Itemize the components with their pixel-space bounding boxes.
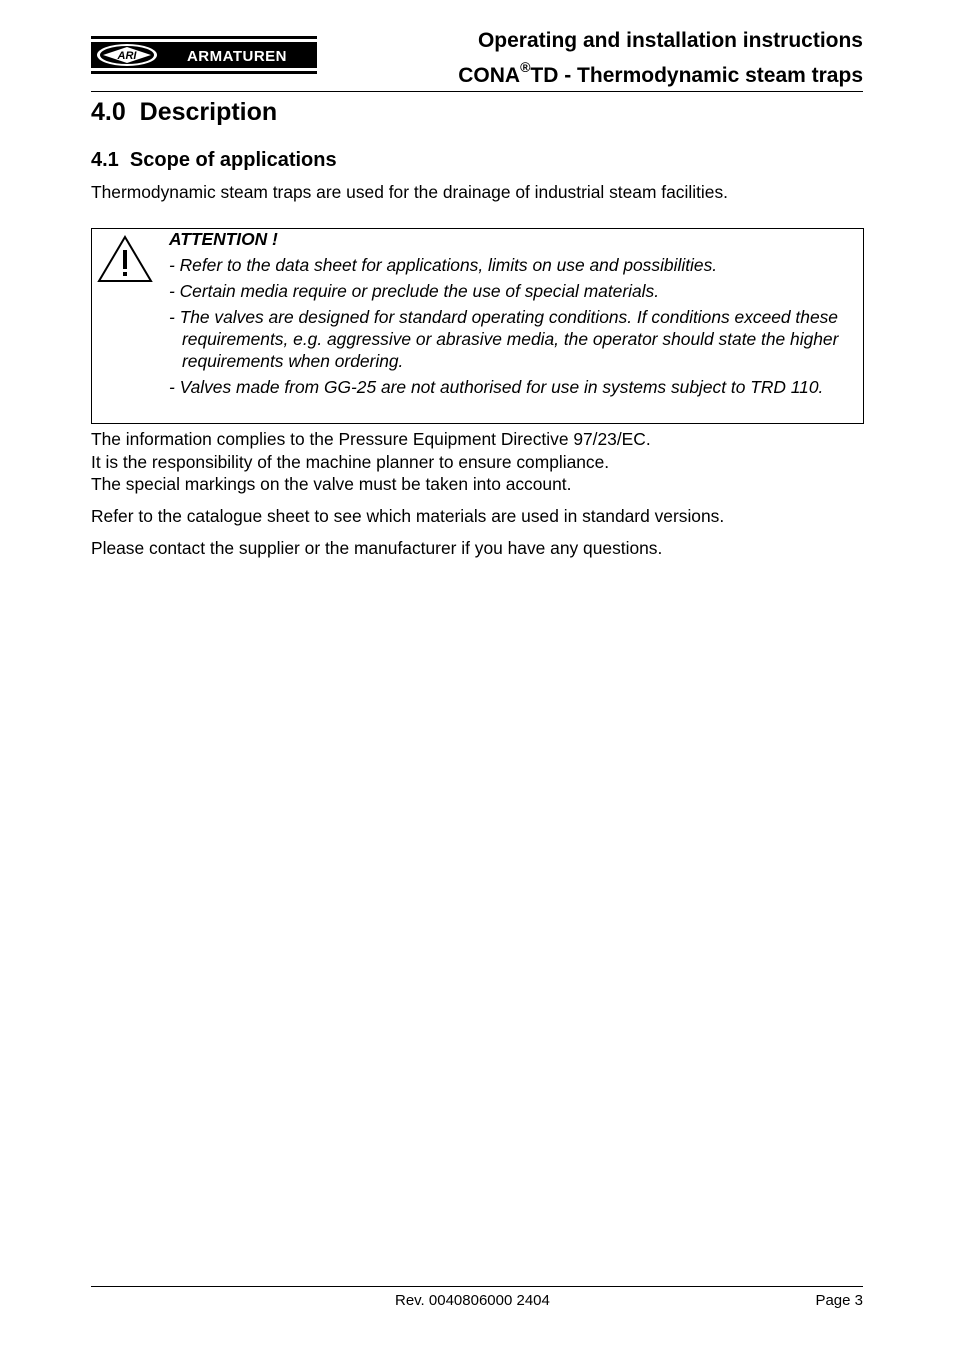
product-name: CONA bbox=[458, 64, 521, 87]
catalogue-paragraph: Refer to the catalogue sheet to see which materials are used in standard versions. bbox=[91, 506, 725, 526]
footer-divider bbox=[91, 1286, 863, 1287]
document-title bbox=[458, 26, 863, 90]
page-number: Page 3 bbox=[815, 1292, 863, 1309]
attention-heading: ATTENTION ! bbox=[169, 229, 278, 249]
section-heading: 4.0 Description bbox=[91, 98, 278, 126]
subsection-heading: 4.1 Scope of applications bbox=[91, 149, 337, 171]
revision-number: Rev. 0040806000 2404 bbox=[395, 1292, 550, 1309]
title-suffix: TD - Thermodynamic steam traps bbox=[530, 64, 863, 87]
directive-line: The information complies to the Pressure Equipment Directive 97/23/EC. bbox=[91, 429, 651, 449]
header-divider bbox=[91, 91, 863, 92]
ari-armaturen-logo bbox=[91, 36, 317, 74]
attention-item: - Refer to the data sheet for applications, limits on use and possibilities. bbox=[169, 255, 718, 275]
title-line-2 bbox=[458, 55, 863, 90]
attention-box bbox=[91, 228, 864, 424]
title-line-1: Operating and installation instructions bbox=[477, 29, 863, 52]
warning-triangle-icon bbox=[96, 233, 154, 285]
responsibility-line: It is the responsibility of the machine planner to ensure compliance. bbox=[91, 452, 610, 472]
intro-paragraph: Thermodynamic steam traps are used for the drainage of industrial steam facilities. bbox=[91, 182, 728, 202]
attention-item: - Certain media require or preclude the use of special materials. bbox=[169, 281, 660, 301]
attention-item: - Valves made from GG-25 are not authorised for use in systems subject to TRD 110. bbox=[169, 377, 824, 397]
svg-text:ARI: ARI bbox=[117, 50, 137, 62]
attention-item: - The valves are designed for standard operating conditions. If conditions exceed these requirements, e.g. aggressive or abrasive media, the operator should state the higher requirements when ordering. bbox=[169, 307, 839, 371]
registered-mark: ® bbox=[520, 59, 531, 75]
markings-line: The special markings on the valve must be taken into account. bbox=[91, 474, 572, 494]
attention-text bbox=[169, 229, 859, 398]
svg-text:ARMATUREN: ARMATUREN bbox=[186, 48, 288, 65]
contact-paragraph: Please contact the supplier or the manufacturer if you have any questions. bbox=[91, 538, 663, 558]
